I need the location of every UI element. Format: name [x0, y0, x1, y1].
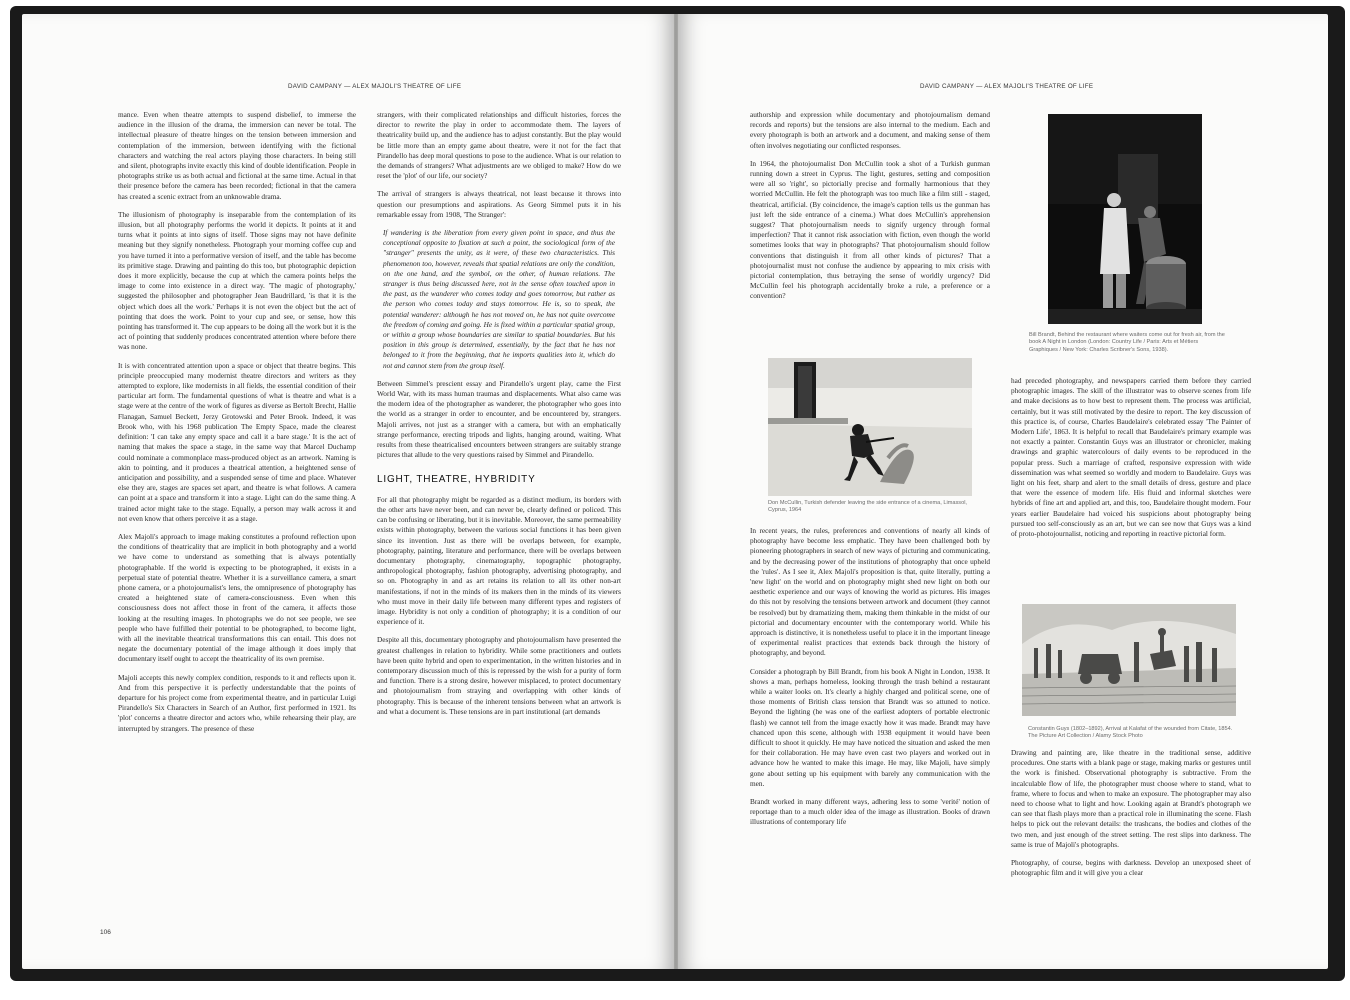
- right-col1-bottom-paragraph: Brandt worked in many different ways, adhering less to some 'verité' notion of reportage than to a much older idea of the image as illustration. Books of drawn illustrations of contemporary life: [750, 797, 990, 827]
- left-page: [22, 14, 674, 969]
- page-number: 106: [100, 929, 111, 936]
- brandt-photo: [1048, 114, 1202, 324]
- left-column-2: [377, 110, 621, 910]
- right-column-1-bottom: [750, 526, 990, 916]
- brandt-caption: Bill Brandt, Behind the restaurant where waiters come out for fresh air, from the book A Night in London (London: Country Life / Paris: Arts et Métiers Graphiques / New York: Charles Scribner's Sons, 1938).: [1029, 332, 1225, 353]
- left-column-2-intro: [377, 110, 621, 220]
- left-col1-paragraph: mance. Even when theatre attempts to suspend disbelief, to immerse the audience in the illusion of the drama, the immersion can never be total. The intellectual pleasure of theatre hinges on the tension between immersion and contemplation of the immersion, between identifying with the fictional characters and watching the real actors playing those characters. In being still and silent, photographs invite exactly this kind of double identification. People in photographs strike us as both actual and fictional at the same time. Actual in that their presence before the camera has been recorded; fictional in that the camera has created a scenic extract from an unknowable drama.: [118, 110, 356, 201]
- right-column-2-bottom: [1011, 748, 1251, 918]
- left-column-2-section: [377, 495, 621, 717]
- section-heading: LIGHT, THEATRE, HYBRIDITY: [377, 473, 536, 485]
- running-head-right: DAVID CAMPANY — ALEX MAJOLI'S THEATRE OF LIFE: [920, 83, 1094, 90]
- right-column-2-middle: [1011, 376, 1251, 586]
- running-head-left: DAVID CAMPANY — ALEX MAJOLI'S THEATRE OF LIFE: [288, 83, 462, 90]
- left-col1-paragraph: It is with concentrated attention upon a space or object that theatre begins. This principle preoccupied many modernist theatre directors and writers as they attempted to explore, like modernists in all fields, the essential condition of their particular art form. The fundamental questions of what is theatre and what is a stage were at the centre of the work of figures as diverse as Bertolt Brecht, Hallie Flanagan, Samuel Beckett, Jerzy Grotowski and Peter Brook. Indeed, it was Brook who, with his 1968 publication The Empty Space, made the clearest definition: 'I can take any empty space and call it a bare stage.' It is the act of naming that makes the space a stage, in the same way that Marcel Duchamp could nominate a commonplace mass-produced object as an artwork. Naming is akin to pointing, and it produces a theatrical attention, a heightened sense of anticipation and possibility, and a suspended sense of time and place. Whatever else they are, stages are spaces set apart, and theatre is what follows. A camera can point at a space and transform it into a stage. Light can do the same thing. A trained actor might take to the stage. Equally, a person may walk across it and not even know that others perceive it as a stage.: [118, 360, 356, 523]
- guys-caption: Constantin Guys (1802–1892), Arrival at Kalafat of the wounded from Citate, 1854. The Picture Art Collection / Alamy Stock Photo: [1028, 726, 1233, 740]
- left-column-2-after-quote: [377, 379, 621, 461]
- left-col2-after-paragraph: Between Simmel's prescient essay and Pirandello's urgent play, came the First World War, with its mass human traumas and displacements. What also came was the modern idea of the photographer as wanderer, the photographer who goes into the world as a stranger in order to encounter, and be encountered by, strangers. Majoli arrives, not just as a stranger with a camera, but with an emphatically strange performance, erecting tripods and lights, hanging around, waiting. What results from these theatricalised encounters between strangers are suitably strange pictures that allude to the very questions raised by Simmel and Pirandello.: [377, 378, 621, 460]
- left-col2-section-paragraph: Despite all this, documentary photography and photojournalism have presented the greatest challenges in relation to hybridity. While some practitioners and outlets have been quite hybrid and open to experimentation, in the written histories and in contemporary discussion much of this is repressed by the wish for a purity of form and function. There is a strong desire, however misplaced, to protect documentary and photojournalism from straying and overlapping with other kinds of photography. This is because of the inherent tensions between what an artwork is and what a document is. These tensions are in part institutional (art demands: [377, 635, 621, 716]
- left-col2-top-paragraph: The arrival of strangers is always theatrical, not least because it throws into question our presumptions and aspirations. As Georg Simmel puts it in his remarkable essay from 1908, 'The Stranger':: [377, 189, 621, 219]
- left-col1-paragraph: Majoli accepts this newly complex condition, responds to it and reflects upon it. And from this perspective it is perfectly understandable that the points of departure for his project come from experimental theatre, and in particular Luigi Pirandello's Six Characters in Search of an Author, first performed in 1921. Its 'plot' concerns a theatre director and actors who, while rehearsing their play, are interrupted by strangers. The presence of these: [118, 672, 356, 733]
- left-column-1: [118, 110, 356, 910]
- left-col2-top-paragraph: strangers, with their complicated relationships and difficult histories, forces the director to rewrite the play in order to accommodate them. The layers of theatricality build up, and the audience has to adjust constantly. But the play would be little more than an empty game about theatre, were it not for the fact that Pirandello has deep moral questions to pose to the audience. What is our relation to the demands of strangers? What adjustments are we obliged to make? How do we reset the 'plot' of our life, our society?: [377, 110, 621, 181]
- left-col2-section-paragraph: For all that photography might be regarded as a distinct medium, its borders with the other arts have never been, and can never be, clearly defined or policed. This can be confusing or liberating, but it is inevitable. Moreover, the same permeability exists within photography, between the various social functions it has been given since its invention. Just as there will be overlaps between, for example, photography, painting, literature and performance, there will be overlaps between documentary photography, cinematography, topographic photography, anthropological photography, fashion photography, advertising photography, and so on. Photography in and as art retains its relation to all its other non-art manifestations, if not in the minds of its makers then in the minds of its viewers who must move in their daily life between many different types and registers of image. Hybridity is not only a condition of photography; it is a condition of our experience of it.: [377, 494, 621, 627]
- right-col2-bottom-paragraph: Drawing and painting are, like theatre in the traditional sense, additive procedures. One starts with a blank page or stage, making marks or gestures until the work is finished. Observational photography is subtractive. From the incalculable flow of life, the photographer must choose where to stand, what to frame, where to focus and when to make an exposure. The photographer may also need to choose what to light and how. Looking again at Brandt's photograph we can see that flash plays more than a practical role in illuminating the scene. Flash helps to pick out the relevant details: the trashcans, the bodies and clothes of the two men, and just enough of the street setting. The rest slips into darkness. The same is true of Majoli's photographs.: [1011, 748, 1251, 849]
- right-page: [678, 14, 1328, 969]
- right-col2-mid-paragraph: had preceded photography, and newspapers carried them before they carried photographic images. The skill of the illustrator was to observe scenes from life and make decisions as to how best to represent them. The process was artificial, certainly, but it was still motivated by the desire to report. The key discussion of this practice is, of course, Charles Baudelaire's celebrated essay 'The Painter of Modern Life', 1863. It is helpful to recall that Baudelaire's primary example was not exactly a painter. Constantin Guys was an illustrator or chronicler, making drawings and graphic watercolours of daily events to be reproduced in the popular press. Such a marriage of crafted, responsive expression with wide dissemination was what seemed so worldly and modern to Baudelaire. Guys was light on his feet, sharp and alert to the small details of dress, gesture and place that were the essence of modern life. His fluid and informal sketches were hybrids of fine art and applied art, and this, too, Baudelaire thought modern. Four years earlier Baudelaire had voiced his suspicions about photography being pursued too self-consciously as an art, but we can see now that Guys was a kind of proto-photojournalist, noticing and reporting in reactive pictorial form.: [1011, 376, 1251, 539]
- left-col1-paragraph: Alex Majoli's approach to image making constitutes a profound reflection upon the conditions of theatricality that are implicit in both photography and a world we have come to understand as something that is always potentially photographable. If the world is expecting to be photographed, it exists in a perpetual state of potential theatre. Whether it is a surveillance camera, a smart phone camera, or a photojournalist's lens, the omnipresence of photography has created a heightened state of camera-consciousness. Even when this consciousness does not affect those in front of the camera, it affects those looking at the resulting images. In photographs we do not see people, we see people who have fulfilled their potential to be photographed, to become light, with all the inevitable theatrical transformations this can entail. This does not negate the documentary potential of the image although it does imply that documentary itself ought to accept the theatricality of its own premise.: [118, 531, 356, 664]
- simmel-quote: If wandering is the liberation from every given point in space, and thus the conceptional opposite to fixation at such a point, the sociological form of the "stranger" presents the unity, as it were, of these two characteristics. This phenomenon too, however, reveals that spatial relations are only the condition, on the one hand, and the symbol, on the other, of human relations. The stranger is thus being discussed here, not in the sense often touched upon in the past, as the wanderer who comes today and goes tomorrow, but rather as the person who comes today and stays tomorrow. He is, so to speak, the potential wanderer: although he has not moved on, he has not quite overcome the freedom of coming and going. He is fixed within a particular spatial group, or within a group whose boundaries are similar to spatial boundaries. But his position in this group is determined, essentially, by the fact that he has not belonged to it from the beginning, that he imports qualities into it, which do not and cannot stem from the group itself.: [383, 228, 615, 370]
- right-col1-bottom-paragraph: In recent years, the rules, preferences and conventions of nearly all kinds of photography have become less emphatic. They have been challenged both by pioneering photographers in search of new ways of picturing and communicating, and by the decreasing power of the institutions of photography that once upheld the 'rules'. As I see it, Alex Majoli's proposition is that, quite literally, putting a 'new light' on the world and on photography might shed new light on both our aesthetic experience and our ways of knowing the world as pictures. His images do this not by resolving the tensions between artwork and document (they cannot be resolved) but by dramatizing them, making them thinkable in the midst of our pictorial and documentary encounter with the contemporary world. While his approach is distinctive, it is nonetheless useful to place it in the important lineage of experimental realist practices that extends back through the history of photography, and beyond.: [750, 526, 990, 658]
- right-col1-bottom-paragraph: Consider a photograph by Bill Brandt, from his book A Night in London, 1938. It shows a man, perhaps homeless, looking through the trash behind a restaurant while a waiter looks on. It's clearly a highly charged and political scene, one of those moments of British class tension that Brandt was so attuned to notice. Beyond the lighting (he was one of the earliest adopters of portable electronic flash) we cannot tell from the image exactly how it was made. Brandt may have chanced upon this scene, although with 1938 equipment it would have been difficult to shoot it quickly. He may have noticed the situation and asked the men for their collaboration. He may have even cast two players and worked out in advance how he wanted to make this image. He may, like Majoli, have simply gone about setting up his equipment with barely any communication with the men.: [750, 666, 990, 788]
- mccullin-caption: Don McCullin, Turkish defender leaving the side entrance of a cinema, Limassol, Cyprus, 1964: [768, 500, 967, 514]
- guys-illustration: [1022, 604, 1236, 716]
- right-col1-top-paragraph: In 1964, the photojournalist Don McCullin took a shot of a Turkish gunman running down a street in Cyprus. The light, gestures, setting and composition were all so 'right', so pictorially precise and formally harmonious that they worried McCullin. He felt the photograph was too much like a film still - staged, theatrical, artificial. (By coincidence, the image's caption tells us the gunman has just left the side entrance of a cinema.) What does McCullin's apprehension suggest? That photojournalism needs to signify urgency through formal imperfection? That it cannot risk association with fiction, even though the world sometimes looks that way in photographs? That photojournalism should follow conventions that distinguish it from all other kinds of pictures? That a photojournalist must not confuse the audience by appearing to mix crisis with pictorial contemplation, thus betraying the sense of worldly urgency? Did McCullin feel his photograph accidentally broke a rule, a preference or a convention?: [750, 158, 990, 301]
- right-col1-top-paragraph: authorship and expression while documentary and photojournalism demand records and reports) but the tensions are also internal to the medium. Each and every photograph is both an artwork and a document, and making sense of them often involves negotiating our conflicted responses.: [750, 110, 990, 150]
- right-column-1-top: [750, 110, 990, 350]
- mccullin-photo: [768, 358, 972, 496]
- left-col1-paragraph: The illusionism of photography is inseparable from the contemplation of its illusion, but all photography performs the world it depicts. It points at it and turns what it points at into signs of itself. Those signs may not have definite meaning but they signify nonetheless. Photograph your morning coffee cup and you have turned it into a performative version of itself, and the table has become its primitive stage. Drawing and painting do this too, but photographic depiction does it more explicitly, because the cup at which the camera points helps the image to come into existence in a direct way. 'The magic of photography,' suggested the philosopher and photographer Jean Baudrillard, 'is that it is the object which does all the work.' Perhaps it is not even the object but the act of pointing that does the work. Point to your cup and see, or sense, how this pointing has transformed it. The cup appears to be doing all the work but it is the act of pointing that suddenly produces concentrated attention where before there was none.: [118, 209, 356, 352]
- right-col2-bottom-paragraph: Photography, of course, begins with darkness. Develop an unexposed sheet of photographic film and it will give you a clear: [1011, 858, 1251, 878]
